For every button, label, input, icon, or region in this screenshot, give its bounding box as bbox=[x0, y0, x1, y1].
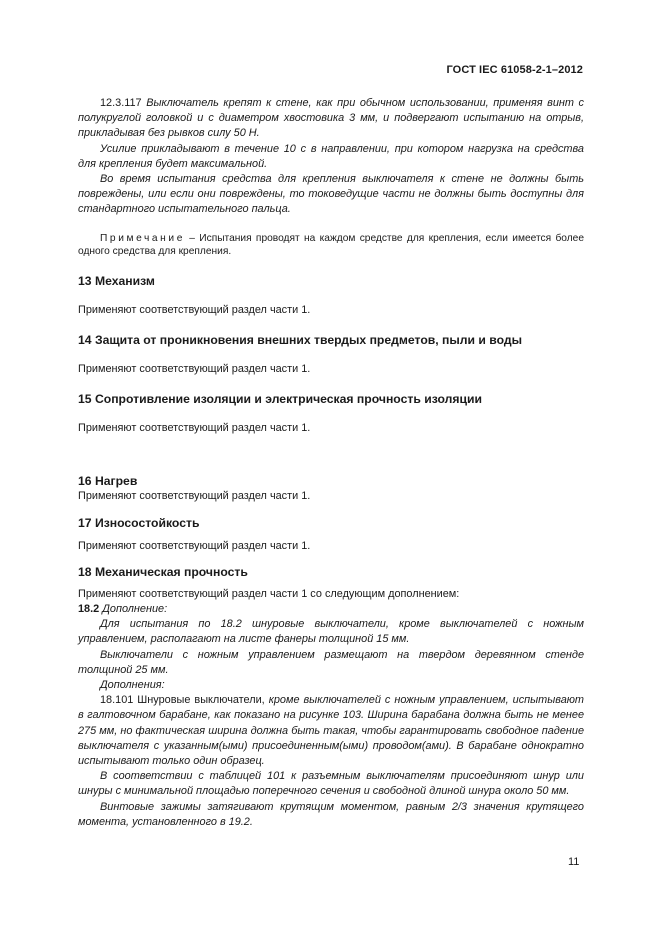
clause-number: 18.2 bbox=[78, 603, 100, 616]
section-text: Применяют соответствующий раздел части 1. bbox=[78, 422, 311, 435]
section-text: Применяют соответствующий раздел части 1. bbox=[78, 490, 311, 503]
clause-12-3-117 bbox=[78, 96, 584, 142]
clause-text: Выключатель крепят к стене, как при обычном использовании, применяя винт с полукруглой головкой и с диаметром хвостовика 3 мм, и подвергают испытанию на отрыв, прикладывая без рывков силу 50 Н. bbox=[78, 97, 584, 140]
section-heading: 18 Механическая прочность bbox=[78, 564, 248, 579]
clause-paragraph: Винтовые зажимы затягивают крутящим моментом, равным 2/3 значения крутящего момента, установленного в 19.2. bbox=[78, 800, 584, 828]
section-text: Применяют соответствующий раздел части 1. bbox=[78, 303, 311, 316]
additions-label: Дополнения: bbox=[100, 679, 165, 692]
clause-paragraph: Выключатели с ножным управлением размещают на твердом деревянном стенде толщиной 25 мм. bbox=[78, 648, 584, 676]
page-content bbox=[78, 96, 584, 830]
note-text: – Испытания проводят на каждом средстве для крепления, если имеется более одного средства для крепления. bbox=[78, 232, 584, 258]
standard-header: ГОСТ IEC 61058-2-1–2012 bbox=[446, 64, 583, 76]
section-heading: 15 Сопротивление изоляции и электрическая прочность изоляции bbox=[78, 392, 482, 407]
clause-number: 12.3.117 bbox=[100, 97, 142, 109]
clause-18-2 bbox=[78, 602, 584, 617]
section-text: Применяют соответствующий раздел части 1 со следующим дополнением: bbox=[78, 587, 460, 600]
clause-paragraph: В соответствии с таблицей 101 к разъемным выключателям присоединяют шнур или шнуры с минимальной площадью поперечного сечения и свободной длиной шнура около 50 мм. bbox=[78, 770, 584, 798]
clause-paragraph: Во время испытания средства для крепления выключателя к стене не должны быть повреждены, или если они повреждены, то токоведущие части не должны быть доступны для стандартного испытательного пальца. bbox=[78, 173, 584, 216]
clause-paragraph: Для испытания по 18.2 шнуровые выключатели, кроме выключателей с ножным управлением, располагают на листе фанеры толщиной 15 мм. bbox=[78, 618, 584, 646]
section-heading: 16 Нагрев bbox=[78, 474, 138, 489]
clause-18-101 bbox=[78, 693, 584, 769]
section-heading: 17 Износостойкость bbox=[78, 515, 200, 530]
section-text: Применяют соответствующий раздел части 1. bbox=[78, 363, 311, 376]
page-number: 11 bbox=[568, 856, 580, 868]
note bbox=[78, 232, 584, 259]
section-heading: 14 Защита от проникновения внешних твердых предметов, пыли и воды bbox=[78, 333, 523, 348]
clause-text: кроме выключателей с ножным управлением, испытывают в галтовочном барабане, как показано на рисунке 103. Ширина барабана должна быть не менее 275 мм, но фактическая ширина должна быть такая, чтобы гарантировать свободное падение выключателя с указанным(ыми) присоединенным(ыми) проводом(ами). В барабане однократно испытывают только один образец. bbox=[78, 694, 585, 768]
section-text: Применяют соответствующий раздел части 1. bbox=[78, 539, 311, 552]
clause-paragraph: Усилие прикладывают в течение 10 с в направлении, при котором нагрузка на средства для крепления будет максимальной. bbox=[78, 142, 584, 170]
clause-lead: Шнуровые выключатели, bbox=[133, 694, 269, 707]
clause-label: Дополнение: bbox=[99, 603, 168, 616]
clause-number: 18.101 bbox=[100, 694, 134, 707]
section-heading: 13 Механизм bbox=[78, 273, 155, 288]
note-label: Примечание bbox=[100, 232, 185, 244]
